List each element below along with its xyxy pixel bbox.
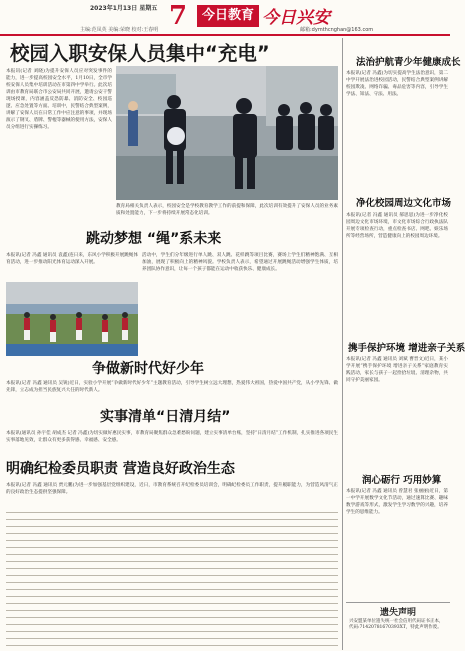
security-training-photo: [116, 66, 338, 200]
rope-article-body: 活动中，学生们分年级进行单人跳、双人跳、花样跳等项目比赛，赛场上学生们精神饱满、互相加油，展现了积极向上的精神风貌。学校负责人表示，希望通过开展跳绳活动增强学生体质，培养团队协作意识，让每一个孩子都能在运动中收获快乐、健康成长。: [142, 253, 338, 272]
column-divider: [342, 38, 343, 650]
article-text-block: [6, 510, 338, 646]
right-headline-1: 法治护航青少年健康成长: [356, 57, 461, 68]
main-headline: 校园入职安保人员集中“充电”: [10, 42, 270, 65]
right-headline-4: 润心砺行 巧用妙算: [362, 475, 442, 486]
right-article-1: 本报讯(记者 冯鑫)为切实提高学生法治意识，第二中学开展法治进校园活动，民警结合典型案例讲解校园欺凌、网络诈骗、毒品危害等内容，引导学生学法、知法、守法、用法。: [346, 71, 448, 97]
discipline-headline: 明确纪检委员职责 营造良好政治生态: [6, 461, 235, 477]
practical-article-body: 本报讯(通讯员 孙宇佳 胡成杰 记者 冯鑫)为切实做好惠民实事，市教育局聚焦群众急难愁盼问题，建立实事清单台账，坚持“日清月结”工作机制，扎实推进各项民生实事落地见效，让群众有更多获得感、幸福感、安全感。: [6, 431, 338, 443]
right-headline-3: 携手保护环境 增进亲子关系: [348, 343, 465, 354]
rope-headline: 跳动梦想 “绳”系未来: [86, 231, 222, 247]
newspaper-logo: 今日兴安: [262, 8, 330, 28]
rope-article-lead: 本报讯(记者 冯鑫 通讯员 袁鑫)连日来，东风小学积极开展跳绳体育活动，进一步推动阳光体育运动深入开展。: [6, 253, 138, 265]
main-article-lead: 本报讯(记者 刘晓)为提升安保人员应对突发事件的能力，进一步提高校园安全水平，1月10日，全市学校安保人员集中培训活动在市第四中学举行。此次培训由市教育局联合市公安局共同开展，邀请公安干警现场授课，内容涵盖反恐防暴、消防安全、校园巡逻、应急处置等方面。培训中，民警结合典型案例，讲解了安保人员在日常工作中应注意的事项，并现场演示了钢叉、盾牌、警棍等器械的使用方法，安保人员分组进行实操练习。: [6, 69, 112, 130]
youth-headline: 争做新时代好少年: [92, 361, 204, 377]
contact-email: 邮箱:dymthcnghan@163.com: [300, 27, 374, 33]
notice-title: 遗失声明: [379, 608, 416, 618]
editor-credits: 主编:范凤英 美编:荣晓 校对:王春明: [80, 27, 159, 33]
notice-text: 兴安盟某单位遗失统一社会信用代码证书正本，代码:71420781670393XT，特此声明作废。: [349, 619, 444, 630]
right-article-3: 本报讯(记者 冯鑫 通讯员 刘斌 曹晋文)近日，某小学开展“携手保护环境 增进亲子关系”家庭教育实践活动，家长与孩子一起捡拾垃圾、清理杂物，共同守护美丽家园。: [346, 357, 448, 383]
main-article-tail: 教育局相关负责人表示，校园安全是学校教育教学工作的前提和保障，此次培训有效提升了安保人员的业务素质和处置能力，下一步将持续开展常态化培训。: [116, 204, 338, 216]
right-article-4: 本报讯(记者 冯鑫 通讯员 曾慧君 张丽丽)近日，第一中学开展数学文化节活动，通过速算比赛、趣味数学游戏等形式，激发学生学习数学的兴趣，培养学生的思维能力。: [346, 489, 448, 515]
page-number: 7: [169, 1, 188, 31]
right-article-2: 本报讯(记者 冯鑫 通讯员 郝思思)为进一步净化校园周边文化市场环境，市文化市场综合行政执法队开展专项检查行动，重点检查书店、网吧、娱乐场所等经营场所，营造健康向上的校园周边环境。: [346, 213, 448, 239]
youth-article-body: 本报讯(记者 冯鑫 通讯员 吴锐)近日，实验小学开展“争做新时代好少年”主题教育活动，引导学生树立远大理想，热爱伟大祖国，热爱中国共产党，从小学先锋、做先锋，立志成为担当民族复兴大任的时代新人。: [6, 381, 338, 393]
right-headline-2: 净化校园周边文化市场: [356, 198, 452, 209]
section-title: 今日教育: [197, 5, 259, 27]
practical-headline: 实事清单“日清月结”: [100, 409, 231, 425]
issue-date: 2023年1月13日 星期五: [90, 5, 158, 12]
rope-skipping-photo: [6, 282, 138, 356]
discipline-article-body: 本报讯(记者 冯鑫 通讯员 贾元鹏)为进一步加强基层党组织建设，近日，市教育系统召开纪检委员培训会，明确纪检委员工作职责，提升履职能力，为营造风清气正的良好政治生态提供坚强保障。: [6, 483, 338, 495]
lost-notice: [346, 602, 450, 651]
